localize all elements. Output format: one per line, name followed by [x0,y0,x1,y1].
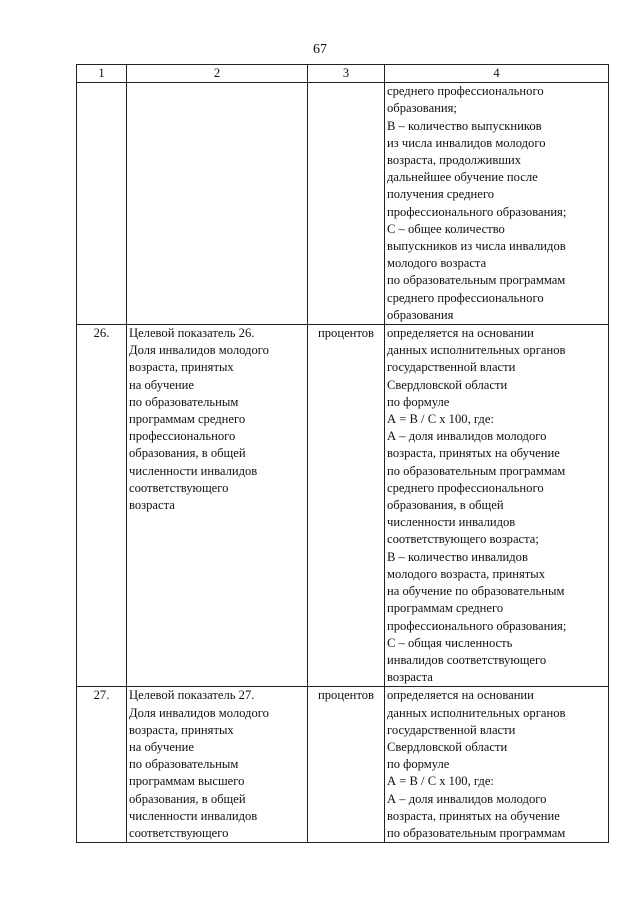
row-number [77,83,127,325]
indicator-name-line: Доля инвалидов молодого [129,343,269,358]
page-number: 67 [313,42,327,57]
table-row [77,687,609,843]
indicator-name-cell [127,83,308,325]
row-number: 26. [77,325,127,687]
indicator-name-line: по образовательным [129,394,239,409]
header-col-4: 4 [385,65,609,83]
table-row [77,83,609,325]
calculation-method-line: инвалидов соответствующего [387,652,547,667]
calculation-method-line: возраста [387,670,433,685]
calculation-method-line: на обучение по образовательным [387,584,565,599]
calculation-method-line: возраста, принятых на обучение [387,808,560,823]
calculation-method-line: Свердловской области [387,377,508,392]
indicator-name-line: на обучение [129,739,194,754]
calculation-method-cell [385,325,609,687]
indicator-name-cell [127,687,308,843]
calculation-method-line: С – общее количество [387,221,505,236]
calculation-method-line: численности инвалидов [387,515,516,530]
calculation-method-line: данных исполнительных органов [387,705,566,720]
calculation-method-line: соответствующего возраста; [387,532,539,547]
calculation-method-line: профессионального образования; [387,618,567,633]
indicator-name-line: Доля инвалидов молодого [129,705,269,720]
indicator-name-line: по образовательным [129,757,239,772]
indicator-name-line: программам среднего [129,412,246,427]
calculation-method-line: А – доля инвалидов молодого [387,429,547,444]
calculation-method-cell [385,687,609,843]
indicator-name-line: на обучение [129,377,194,392]
calculation-method-line: определяется на основании [387,688,534,703]
calculation-method-line: среднего профессионального [387,290,544,305]
calculation-method-line: дальнейшее обучение после [387,170,538,185]
calculation-method-line: по формуле [387,757,450,772]
calculation-method-line: образования; [387,101,457,116]
calculation-method-line: возраста, принятых на обучение [387,446,560,461]
indicator-name-line: профессионального [129,429,236,444]
table-body [77,83,609,843]
calculation-method-line: по образовательным программам [387,463,566,478]
calculation-method-line: А – доля инвалидов молодого [387,791,547,806]
calculation-method-line: определяется на основании [387,326,534,341]
indicator-name-line: численности инвалидов [129,463,258,478]
calculation-method-line: среднего профессионального [387,84,544,99]
calculation-method-line: молодого возраста, принятых [387,566,546,581]
calculation-method-line: выпускников из числа инвалидов [387,239,566,254]
calculation-method-line: А = В / С х 100, где: [387,774,494,789]
calculation-method-line: образования, в общей [387,498,504,513]
calculation-method-line: профессионального образования; [387,204,567,219]
calculation-method-line: по образовательным программам [387,273,566,288]
indicator-name-line: образования, в общей [129,791,246,806]
calculation-method-line: государственной власти [387,722,516,737]
header-col-3: 3 [308,65,385,83]
calculation-method-line: В – количество выпускников [387,118,542,133]
indicator-name-line: возраста [129,498,175,513]
calculation-method-line: получения среднего [387,187,494,202]
unit-cell: процентов [308,325,385,687]
indicator-name-line: численности инвалидов [129,808,258,823]
calculation-method-cell [385,83,609,325]
calculation-method-line: среднего профессионального [387,480,544,495]
table-header-row [77,65,609,83]
unit-cell: процентов [308,687,385,843]
indicator-name-line: соответствующего [129,825,229,840]
calculation-method-line: Свердловской области [387,739,508,754]
indicator-name-line: образования, в общей [129,446,246,461]
indicator-name-line: возраста, принятых [129,360,234,375]
calculation-method-line: образования [387,307,454,322]
calculation-method-line: из числа инвалидов молодого [387,135,546,150]
indicator-name-cell [127,325,308,687]
calculation-method-line: С – общая численность [387,635,513,650]
indicator-name-line: возраста, принятых [129,722,234,737]
table-row [77,325,609,687]
calculation-method-line: программам среднего [387,601,504,616]
calculation-method-line: по формуле [387,394,450,409]
calculation-method-line: молодого возраста [387,256,487,271]
indicator-name-line: программам высшего [129,774,245,789]
indicator-name-line: Целевой показатель 26. [129,326,255,341]
calculation-method-line: данных исполнительных органов [387,343,566,358]
header-col-1: 1 [77,65,127,83]
calculation-method-line: А = В / С х 100, где: [387,412,494,427]
calculation-method-line: В – количество инвалидов [387,549,528,564]
unit-cell [308,83,385,325]
calculation-method-line: по образовательным программам [387,825,566,840]
indicator-name-line: Целевой показатель 27. [129,688,255,703]
calculation-method-line: возраста, продолживших [387,153,522,168]
indicator-name-line: соответствующего [129,480,229,495]
indicators-table [76,64,609,843]
calculation-method-line: государственной власти [387,360,516,375]
header-col-2: 2 [127,65,308,83]
row-number: 27. [77,687,127,843]
